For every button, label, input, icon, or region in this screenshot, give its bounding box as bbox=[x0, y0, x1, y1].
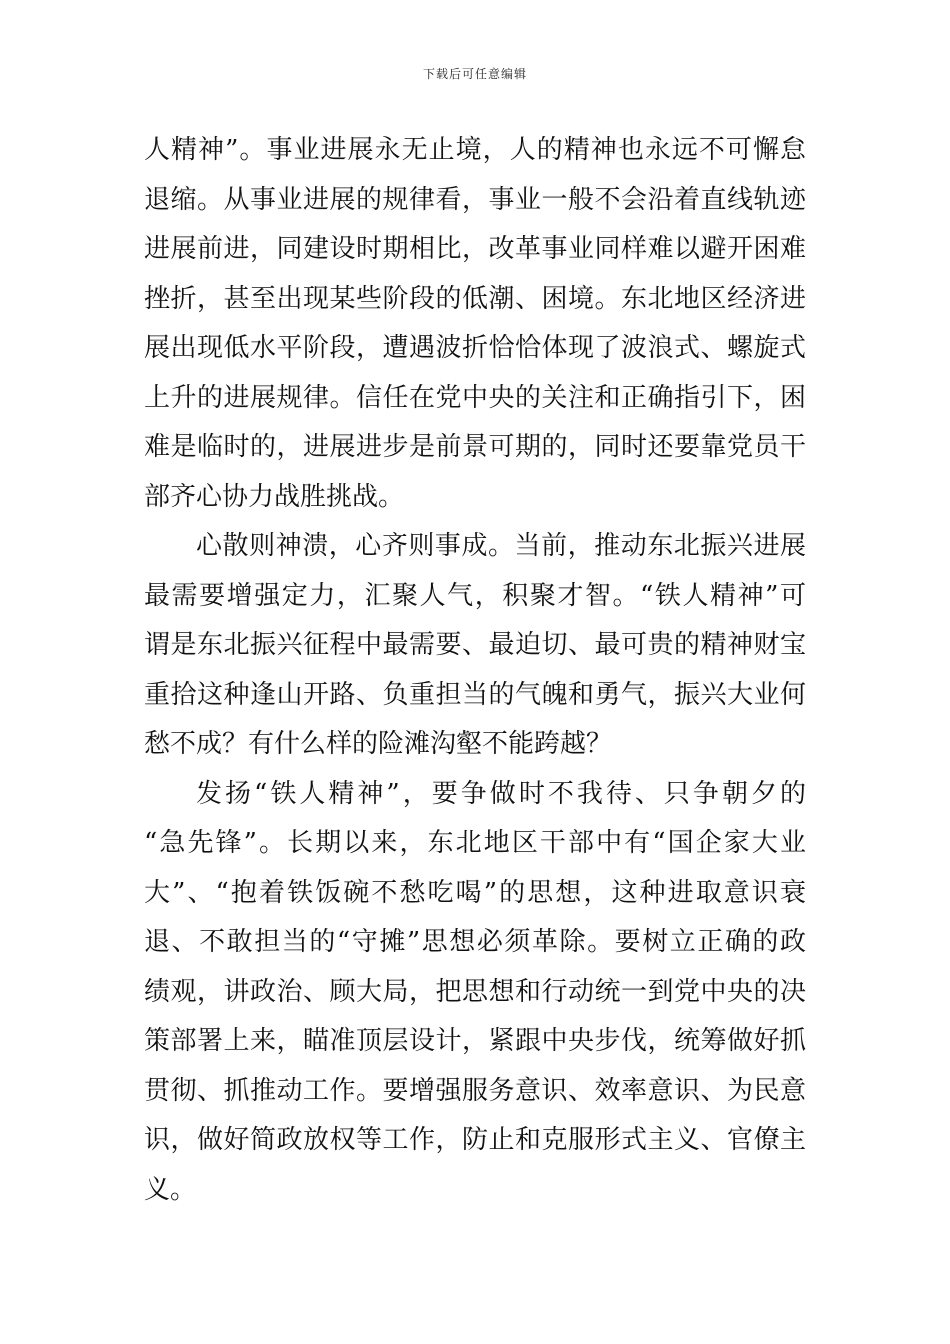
paragraph-2 bbox=[144, 522, 806, 770]
text-line: 心散则神溃，心齐则事成。当前，推动东北振兴进展 bbox=[196, 531, 806, 561]
text-line: 难是临时的，进展进步是前景可期的，同时还要靠党员干 bbox=[144, 432, 806, 462]
text-line: 挫折，甚至出现某些阶段的低潮、困境。东北地区经济进 bbox=[144, 283, 806, 314]
text-line: 发扬“铁人精神”，要争做时不我待、只争朝夕的 bbox=[196, 778, 806, 809]
page-header: 下载后可任意编辑 bbox=[422, 67, 527, 81]
paragraph-1 bbox=[144, 126, 806, 522]
text-line: 展出现低水平阶段，遭遇波折恰恰体现了波浪式、螺旋式 bbox=[144, 333, 806, 363]
text-line: 进展前进，同建设时期相比，改革事业同样难以避开困难 bbox=[144, 234, 806, 264]
text-line: 退、不敢担当的“守摊”思想必须革除。要树立正确的政 bbox=[144, 927, 806, 957]
text-line: 部齐心协力战胜挑战。 bbox=[144, 481, 405, 512]
document-body bbox=[144, 126, 806, 1215]
text-line: 退缩。从事业进展的规律看，事业一般不会沿着直线轨迹 bbox=[144, 184, 806, 215]
text-line: 绩观，讲政治、顾大局，把思想和行动统一到党中央的决 bbox=[144, 976, 806, 1007]
text-line: 策部署上来，瞄准顶层设计，紧跟中央步伐，统筹做好抓 bbox=[144, 1026, 806, 1056]
text-line: 最需要增强定力，汇聚人气，积聚才智。“铁人精神”可 bbox=[144, 580, 806, 611]
text-line: 识，做好简政放权等工作，防止和克服形式主义、官僚主 bbox=[144, 1125, 806, 1155]
text-line: 谓是东北振兴征程中最需要、最迫切、最可贵的精神财宝 bbox=[144, 630, 806, 660]
paragraph-3 bbox=[144, 770, 806, 1216]
text-line: “急先锋”。长期以来，东北地区干部中有“国企家大业 bbox=[144, 828, 806, 858]
text-line: 大”、“抱着铁饭碗不愁吃喝”的思想，这种进取意识衰 bbox=[144, 877, 806, 908]
text-line: 人精神”。事业进展永无止境，人的精神也永远不可懈怠 bbox=[144, 135, 806, 165]
text-line: 贯彻、抓推动工作。要增强服务意识、效率意识、为民意 bbox=[144, 1075, 806, 1106]
text-line: 重拾这种逢山开路、负重担当的气魄和勇气，振兴大业何 bbox=[144, 679, 806, 710]
text-line: 愁不成？有什么样的险滩沟壑不能跨越？ bbox=[144, 729, 613, 759]
text-line: 义。 bbox=[144, 1174, 197, 1205]
text-line: 上升的进展规律。信任在党中央的关注和正确指引下，困 bbox=[144, 382, 806, 413]
